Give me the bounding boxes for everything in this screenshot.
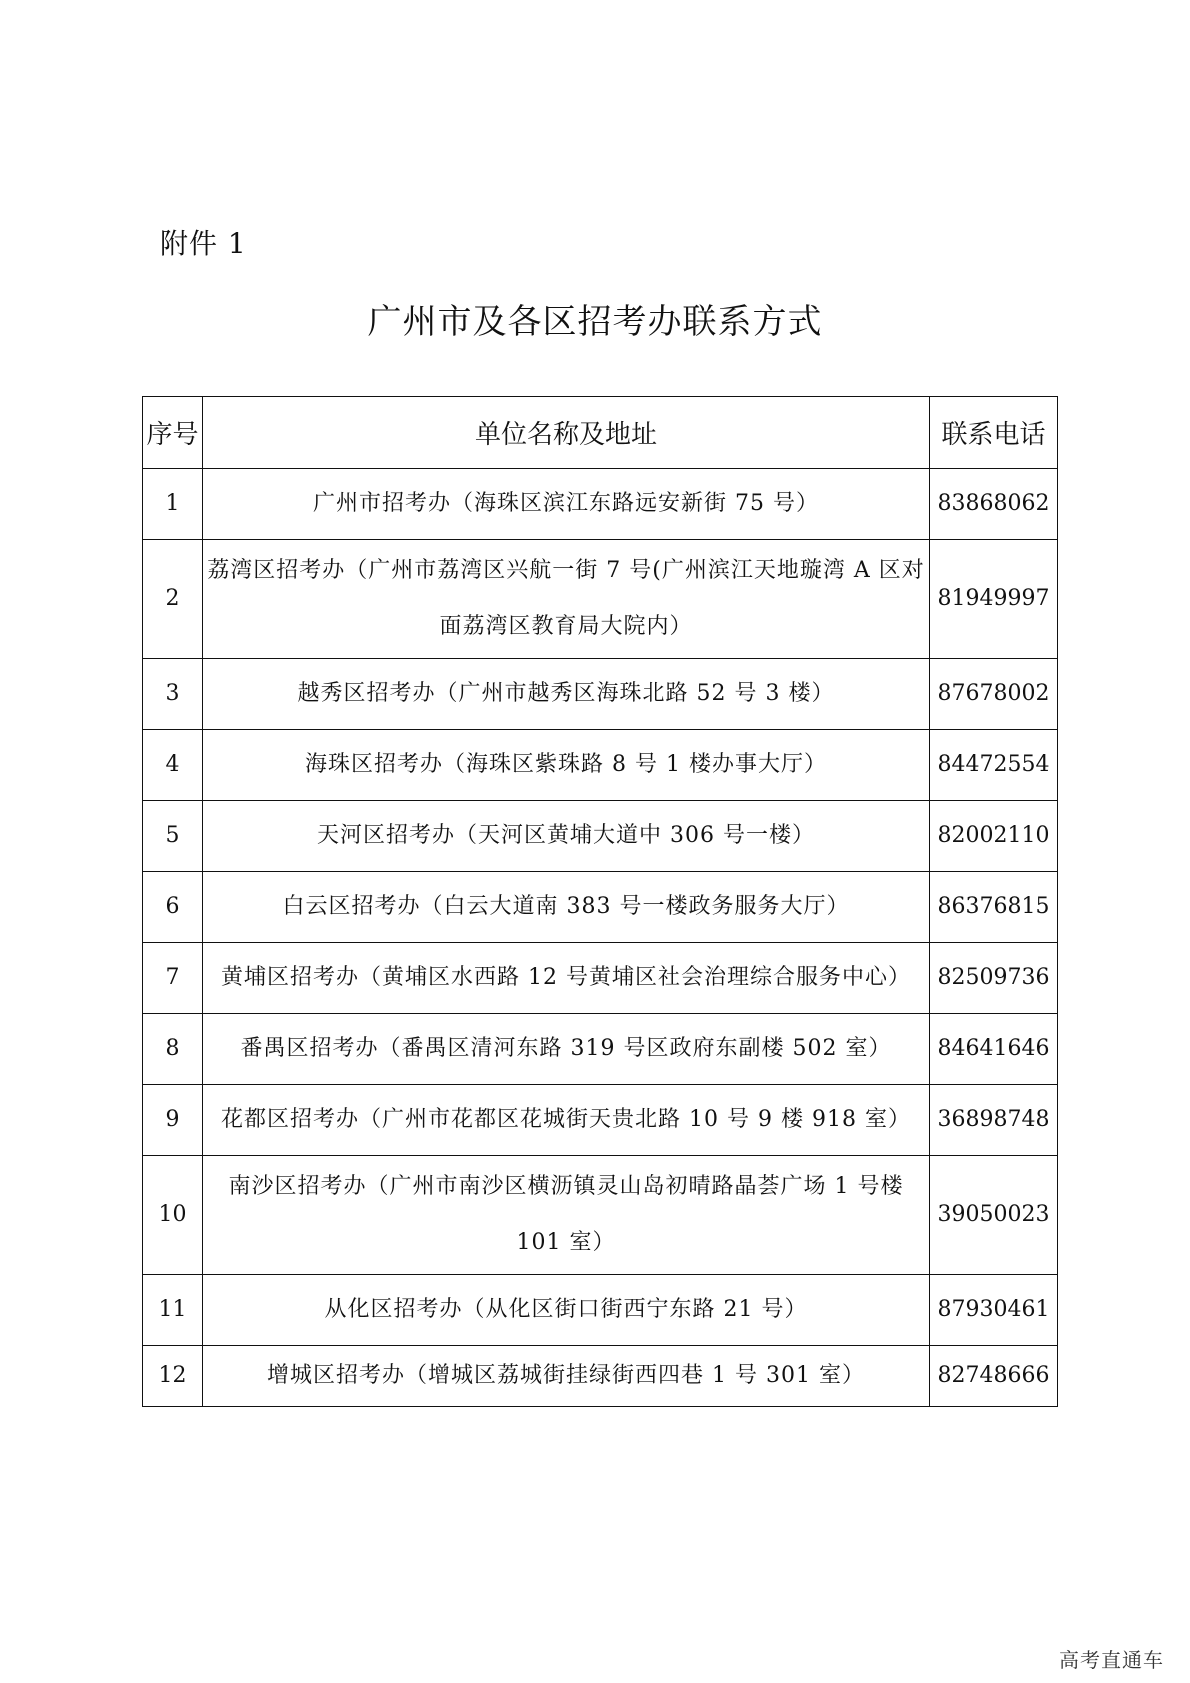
attachment-label: 附件 1 [160, 227, 247, 260]
seq-cell: 8 [143, 1014, 203, 1085]
seq-cell: 7 [143, 943, 203, 1014]
table-row [143, 540, 1058, 659]
table-row [143, 730, 1058, 801]
phone-cell: 39050023 [930, 1156, 1058, 1275]
seq-cell: 11 [143, 1275, 203, 1346]
name-address-cell: 荔湾区招考办（广州市荔湾区兴航一街 7 号(广州滨江天地璇湾 A 区对面荔湾区教育局大院内） [203, 540, 930, 659]
seq-cell: 5 [143, 801, 203, 872]
name-address-cell: 花都区招考办（广州市花都区花城街天贵北路 10 号 9 楼 918 室） [203, 1085, 930, 1156]
phone-cell: 82748666 [930, 1346, 1058, 1407]
watermark: 高考直通车 [1059, 1648, 1164, 1672]
phone-cell: 87678002 [930, 659, 1058, 730]
name-address-cell: 越秀区招考办（广州市越秀区海珠北路 52 号 3 楼） [203, 659, 930, 730]
table-row [143, 801, 1058, 872]
header-phone: 联系电话 [930, 397, 1058, 469]
phone-cell: 86376815 [930, 872, 1058, 943]
seq-cell: 1 [143, 469, 203, 540]
name-address-cell: 黄埔区招考办（黄埔区水西路 12 号黄埔区社会治理综合服务中心） [203, 943, 930, 1014]
seq-cell: 2 [143, 540, 203, 659]
seq-cell: 4 [143, 730, 203, 801]
seq-cell: 10 [143, 1156, 203, 1275]
phone-cell: 82002110 [930, 801, 1058, 872]
phone-cell: 82509736 [930, 943, 1058, 1014]
table-header-row [143, 397, 1058, 469]
table-row [143, 1346, 1058, 1407]
contacts-table [142, 396, 1058, 1407]
header-seq: 序号 [143, 397, 203, 469]
table-row [143, 872, 1058, 943]
table-row [143, 1275, 1058, 1346]
phone-cell: 81949997 [930, 540, 1058, 659]
phone-cell: 84641646 [930, 1014, 1058, 1085]
name-address-cell: 天河区招考办（天河区黄埔大道中 306 号一楼） [203, 801, 930, 872]
phone-cell: 84472554 [930, 730, 1058, 801]
seq-cell: 12 [143, 1346, 203, 1407]
page-title: 广州市及各区招考办联系方式 [367, 302, 823, 342]
seq-cell: 3 [143, 659, 203, 730]
table-row [143, 659, 1058, 730]
name-address-cell: 南沙区招考办（广州市南沙区横沥镇灵山岛初晴路晶荟广场 1 号楼 101 室） [203, 1156, 930, 1275]
table-row [143, 943, 1058, 1014]
table-row [143, 1156, 1058, 1275]
phone-cell: 36898748 [930, 1085, 1058, 1156]
name-address-cell: 海珠区招考办（海珠区紫珠路 8 号 1 楼办事大厅） [203, 730, 930, 801]
phone-cell: 87930461 [930, 1275, 1058, 1346]
name-address-cell: 广州市招考办（海珠区滨江东路远安新街 75 号） [203, 469, 930, 540]
header-name-address: 单位名称及地址 [203, 397, 930, 469]
table-row [143, 469, 1058, 540]
name-address-cell: 白云区招考办（白云大道南 383 号一楼政务服务大厅） [203, 872, 930, 943]
name-address-cell: 增城区招考办（增城区荔城街挂绿街西四巷 1 号 301 室） [203, 1346, 930, 1407]
name-address-cell: 番禺区招考办（番禺区清河东路 319 号区政府东副楼 502 室） [203, 1014, 930, 1085]
table-row [143, 1014, 1058, 1085]
phone-cell: 83868062 [930, 469, 1058, 540]
name-address-cell: 从化区招考办（从化区街口街西宁东路 21 号） [203, 1275, 930, 1346]
seq-cell: 9 [143, 1085, 203, 1156]
table-row [143, 1085, 1058, 1156]
seq-cell: 6 [143, 872, 203, 943]
